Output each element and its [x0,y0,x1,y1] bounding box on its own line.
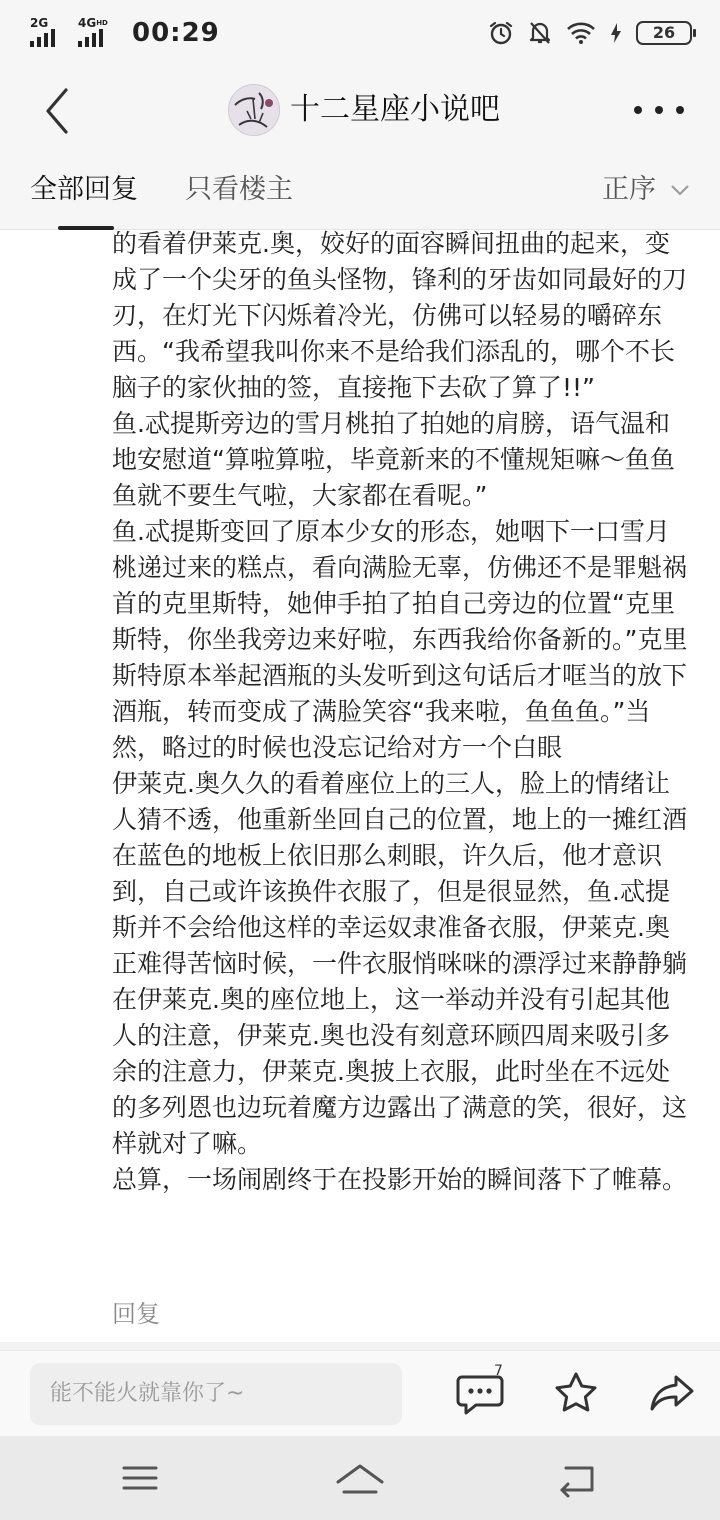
alarm-icon [488,20,514,46]
divider [0,1342,720,1350]
post-paragraph: 鱼.忒提斯变回了原本少女的形态，她咽下一口雪月桃递过来的糕点，看向满脸无辜，仿佛还不是罪魁祸首的克里斯特，她伸手拍了拍自己旁边的位置“克里斯特，你坐我旁边来好啦，东西我给你备新的。”克里斯特原本举起酒瓶的头发听到这句话后才哐当的放下酒瓶，转而变成了满脸笑容“我来啦，鱼鱼鱼。”当然，略过的时候也没忘记给对方一个白眼 [112,517,688,762]
bottom-action-bar [0,1350,720,1436]
post-paragraph: 的看着伊莱克.奥，姣好的面容瞬间扭曲的起来，变成了一个尖牙的鱼头怪物，锋利的牙齿如同最好的刀刃，在灯光下闪烁着冷光，仿佛可以轻易的嚼碎东西。“我希望我叫你来不是给我们添乱的，哪个不长脑子的家伙抽的签，直接拖下去砍了算了!!” [112,230,688,402]
tab-owner-only[interactable]: 只看楼主 [185,174,293,205]
status-left [30,14,220,52]
home-icon [330,1456,390,1500]
nav-menu-button[interactable] [110,1456,170,1500]
reply-input[interactable]: 能不能火就靠你了~ [30,1363,402,1425]
menu-icon [110,1456,170,1500]
sort-label: 正序 [602,174,656,205]
sim2-label: $4G^{HD}$ [78,16,108,30]
sim2-hd-label: HD [96,19,108,27]
status-right [488,16,692,50]
post-paragraph: 总算，一场闹剧终于在投影开始的瞬间落下了帷幕。 [112,1165,688,1194]
share-button[interactable] [644,1365,700,1421]
battery-level: 26 [652,23,676,42]
wifi-icon [566,21,596,45]
sort-button[interactable] [602,170,690,210]
battery-icon [636,21,692,45]
tab-bar [0,156,720,230]
post-body [112,230,692,1198]
system-nav-bar [0,1436,720,1520]
sim1-label: 2G [30,16,49,30]
more-button[interactable] [634,92,684,128]
status-bar [0,0,720,66]
header [0,66,720,156]
back-icon [550,1456,610,1500]
post-paragraph: 伊莱克.奥久久的看着座位上的三人，脸上的情绪让人猜不透，他重新坐回自己的位置，地上的一摊红酒在蓝色的地板上依旧那么刺眼，许久后，他才意识到，自己或许该换件衣服了，但是很显然，鱼.忒提斯并不会给他这样的幸运奴隶准备衣服，伊莱克.奥正难得苦恼时候，一件衣服悄咪咪的漂浮过来静静躺在伊莱克.奥的座位地上，这一举动并没有引起其他人的注意，伊莱克.奥也没有刻意环顾四周来吸引多余的注意力，伊莱克.奥披上衣服，此时坐在不远处的多列恩也边玩着魔方边露出了满意的笑，很好，这样就对了嘛。 [112,769,688,1158]
clock: 00:29 [132,18,220,48]
charging-icon [610,22,622,44]
chevron-down-icon [670,183,690,197]
share-icon [644,1365,700,1421]
more-dots-icon [634,106,642,114]
star-icon [548,1365,604,1421]
tab-all-replies[interactable]: 全部回复 [30,174,138,205]
reply-button[interactable]: 回复 [112,1300,160,1328]
forum-title[interactable]: 十二星座小说吧 [290,92,500,127]
forum-avatar[interactable] [228,84,280,136]
favorite-button[interactable] [548,1365,604,1421]
back-arrow-icon [40,84,80,138]
back-button[interactable] [40,84,80,138]
avatar-image [229,85,280,136]
signal-sim2-icon [78,17,116,49]
nav-home-button[interactable] [330,1456,390,1500]
signal-sim1-icon [30,17,68,49]
nav-back-button[interactable] [550,1456,610,1500]
mute-icon [528,20,552,46]
comment-count-badge: 7 [494,1363,503,1379]
post-paragraph: 鱼.忒提斯旁边的雪月桃拍了拍她的肩膀，语气温和地安慰道“算啦算啦，毕竟新来的不懂规矩嘛～鱼鱼鱼就不要生气啦，大家都在看呢。” [112,409,675,510]
post-content [0,230,720,1350]
